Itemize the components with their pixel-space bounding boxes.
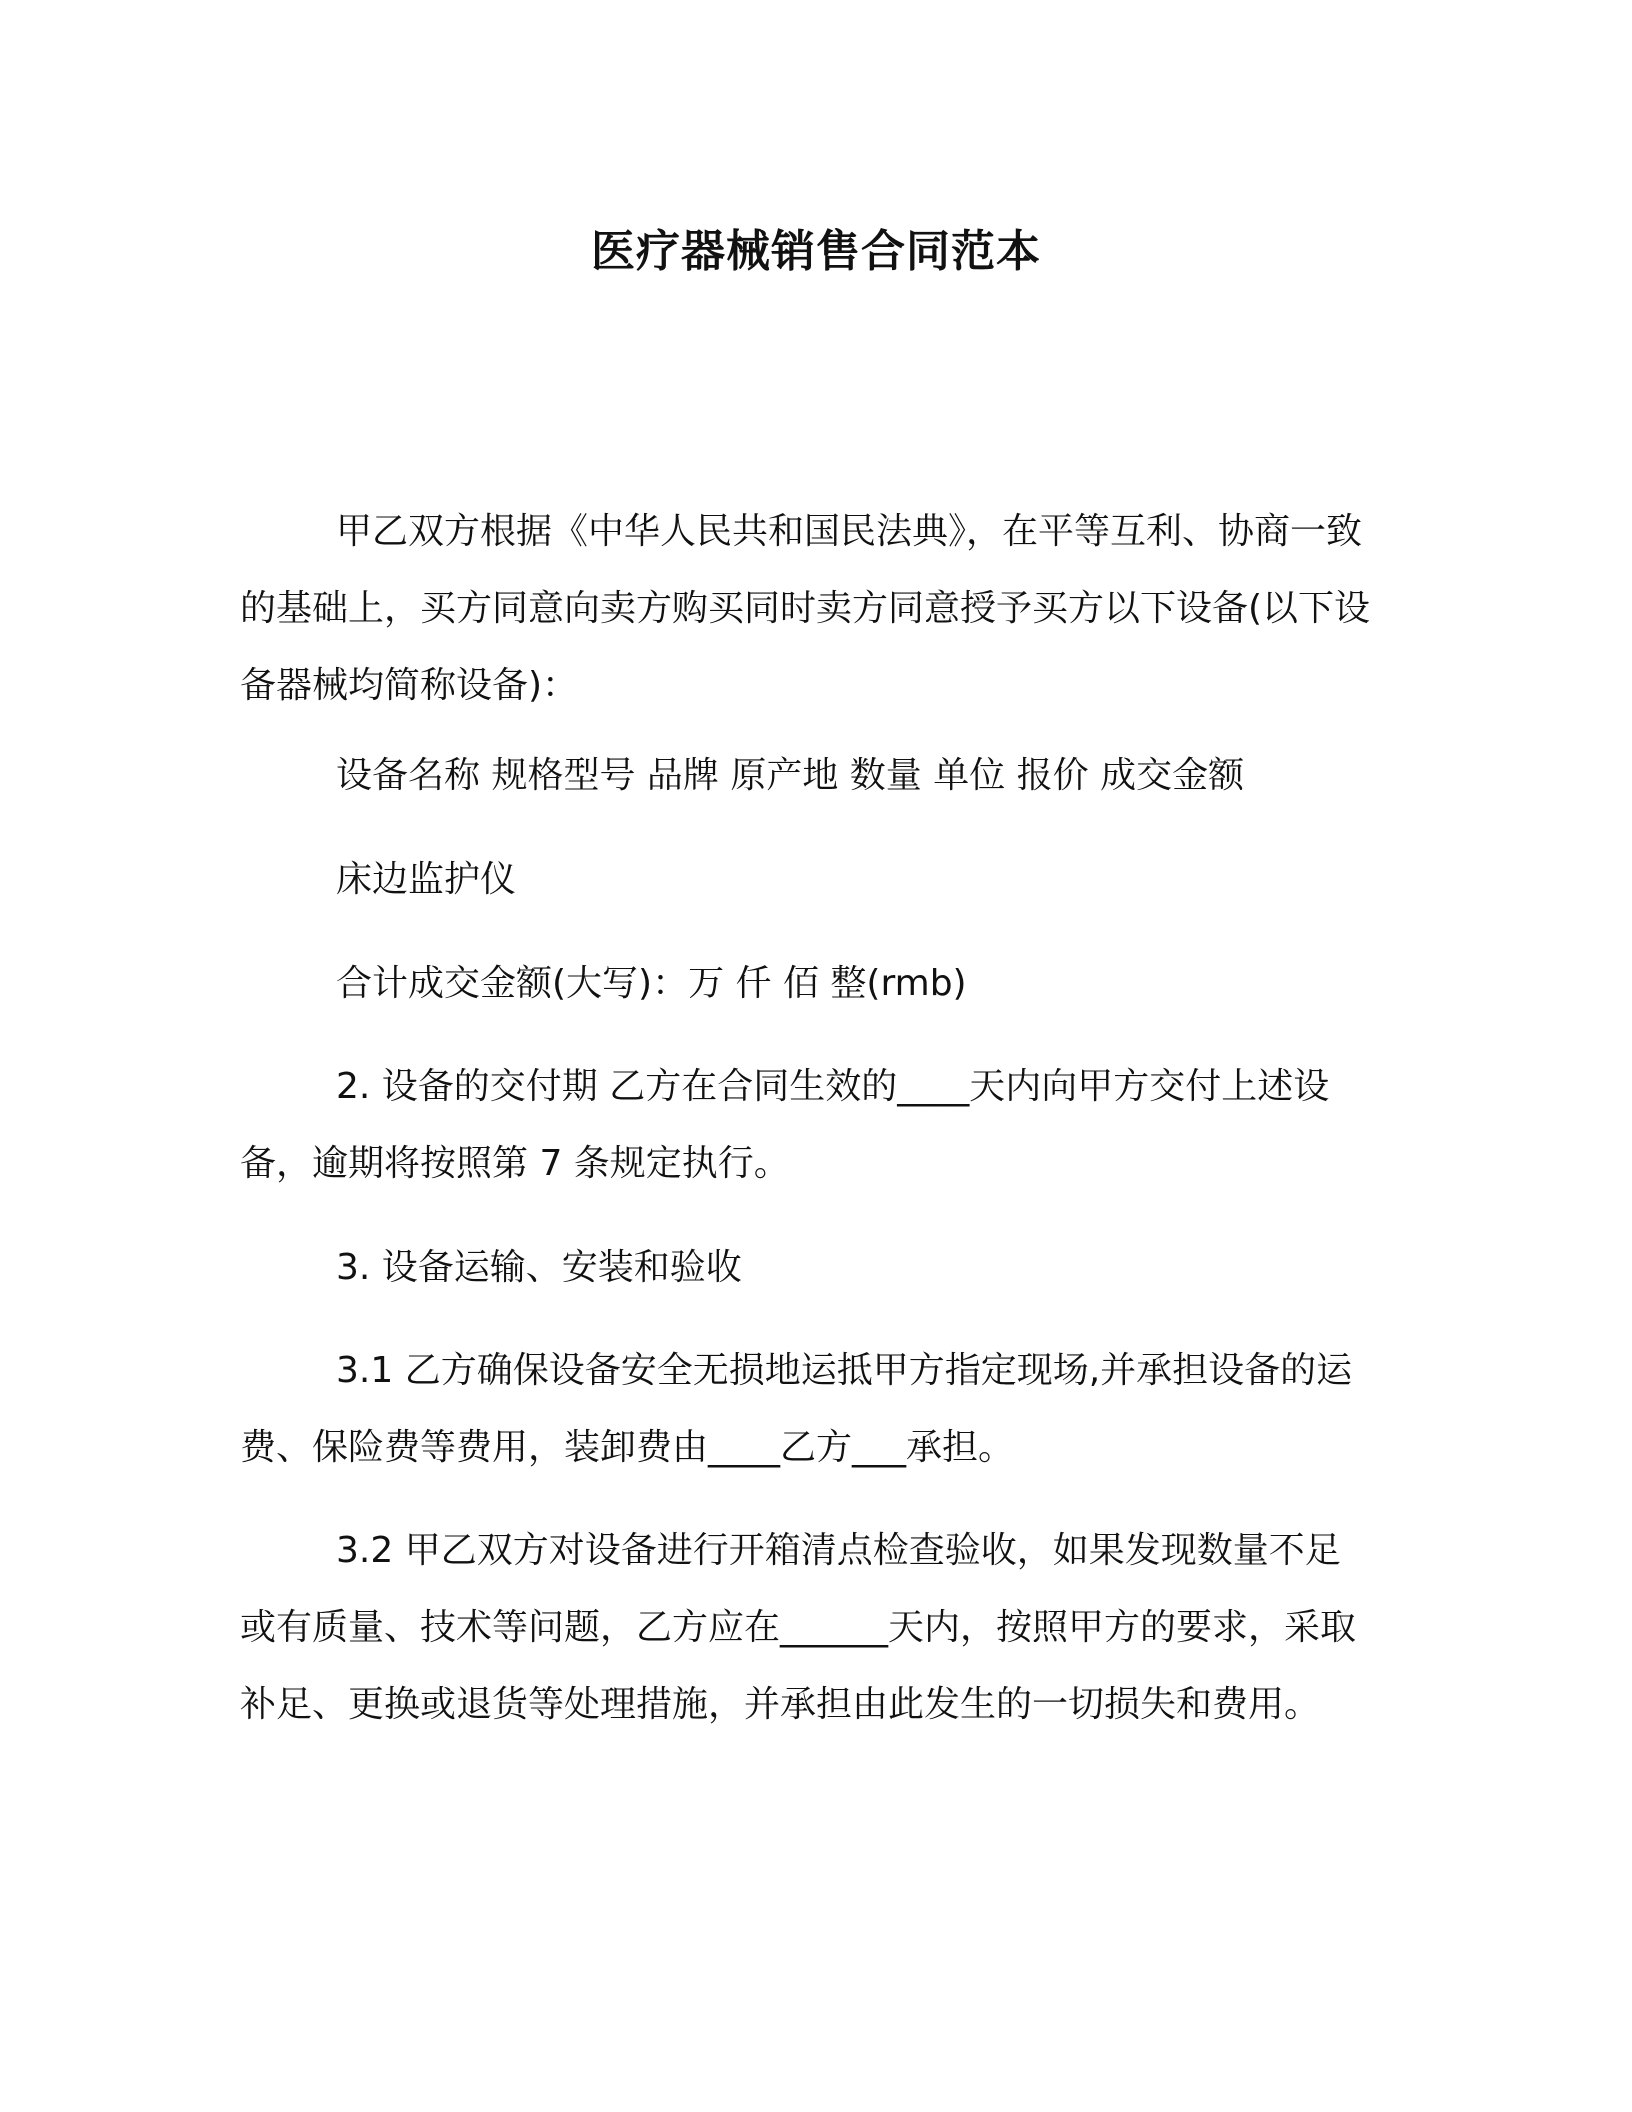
paragraph-transport-heading: 3. 设备运输、安装和验收 bbox=[336, 1247, 742, 1288]
paragraph-intro: 甲乙双方根据《中华人民共和国民法典》，在平等互利、协商一致的基础上，买方同意向卖方购买同时卖方同意授予买方以下设备(以下设备器械均简称设备)： bbox=[240, 511, 1371, 706]
paragraph-transport-3-1: 3.1 乙方确保设备安全无损地运抵甲方指定现场,并承担设备的运费、保险费等费用，装卸费由____乙方___承担。 bbox=[240, 1350, 1353, 1468]
paragraph-total-amount: 合计成交金额(大写)：万 仟 佰 整(rmb) bbox=[336, 963, 967, 1004]
paragraph-equipment-item: 床边监护仪 bbox=[336, 859, 517, 900]
paragraph-equipment-header: 设备名称 规格型号 品牌 原产地 数量 单位 报价 成交金额 bbox=[336, 755, 1245, 796]
paragraph-delivery-period: 2. 设备的交付期 乙方在合同生效的____天内向甲方交付上述设备，逾期将按照第 7 条规定执行。 bbox=[240, 1066, 1330, 1184]
paragraph-inspection-3-2: 3.2 甲乙双方对设备进行开箱清点检查验收，如果发现数量不足或有质量、技术等问题，乙方应在______天内，按照甲方的要求，采取补足、更换或退货等处理措施，并承担由此发生的一切损失和费用。 bbox=[240, 1530, 1357, 1725]
document-title: 医疗器械销售合同范本 bbox=[591, 226, 1041, 277]
